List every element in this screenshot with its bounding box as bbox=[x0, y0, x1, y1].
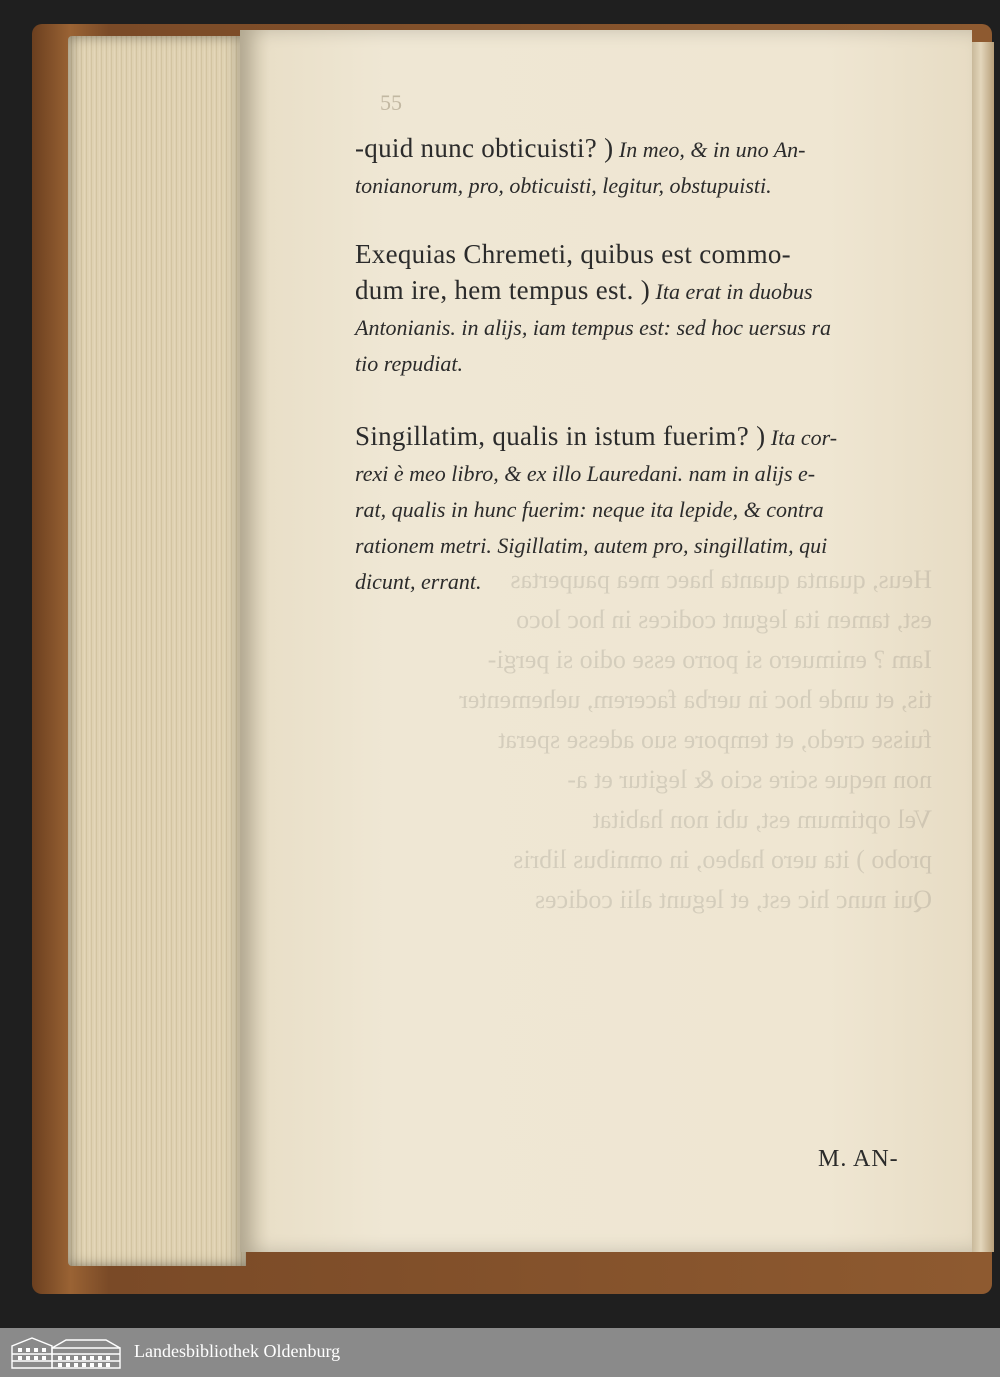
commentary-text: tonianorum, pro, obticuisti, legitur, obstupuisti. bbox=[355, 173, 772, 198]
commentary-text: Ita erat in duobus bbox=[650, 279, 813, 304]
text-line bbox=[355, 562, 940, 598]
footer-bar bbox=[0, 1328, 1000, 1377]
commentary-text: Antonianis. in alijs, iam tempus est: sed hoc uersus ra bbox=[355, 315, 832, 340]
catchword: M. AN- bbox=[818, 1146, 899, 1172]
lemma-text: Exequias Chremeti, quibus est commo- bbox=[355, 239, 791, 269]
entry-3 bbox=[355, 418, 940, 598]
entry-2 bbox=[355, 236, 940, 380]
folio-number: 55 bbox=[380, 90, 402, 115]
page-edges bbox=[68, 36, 246, 1266]
text-line bbox=[355, 272, 940, 308]
entry-1 bbox=[355, 130, 940, 202]
page-body bbox=[355, 130, 940, 620]
commentary-text: rexi è meo libro, & ex illo Lauredani. nam in alijs e- bbox=[355, 461, 816, 486]
commentary-text: tio repudiat. bbox=[355, 351, 463, 376]
commentary-text: rat, qualis in hunc fuerim: neque ita lepide, & contra bbox=[355, 497, 824, 522]
lemma-text: -quid nunc obticuisti? ) bbox=[355, 133, 614, 163]
text-line bbox=[355, 418, 940, 454]
show-through-text: Heus, quanta quanta haec mea paupertas est, tamen ita legunt codices in hoc loco Iam ? enimuero si porro esse odio si pergi- tis, et unde hoc in uerba facerem, uehementer fuisse credo, et tempore suo adesse sperat non neque scire scio & legitur et a- Vel optimum est, ubi non habitat probo ) ita uero habeo, in omnibus libris Qui nunc hic est, et legunt alii codices bbox=[459, 565, 932, 914]
text-line bbox=[355, 236, 940, 272]
commentary-text: Ita cor- bbox=[765, 425, 838, 450]
commentary-text: In meo, & in uno An- bbox=[613, 137, 806, 162]
text-line bbox=[355, 526, 940, 562]
commentary-text: rationem metri. Sigillatim, autem pro, singillatim, qui bbox=[355, 533, 828, 558]
facing-page-edge bbox=[972, 42, 994, 1252]
text-line bbox=[355, 490, 940, 526]
text-line bbox=[355, 454, 940, 490]
text-line bbox=[355, 308, 940, 344]
text-line bbox=[355, 130, 940, 166]
text-line bbox=[355, 344, 940, 380]
library-building-icon bbox=[10, 1334, 122, 1370]
commentary-text: dicunt, errant. bbox=[355, 569, 482, 594]
text-line bbox=[355, 166, 940, 202]
lemma-text: Singillatim, qualis in istum fuerim? ) bbox=[355, 421, 766, 451]
lemma-text: dum ire, hem tempus est. ) bbox=[355, 275, 650, 305]
library-name: Landesbibliothek Oldenburg bbox=[134, 1341, 341, 1361]
